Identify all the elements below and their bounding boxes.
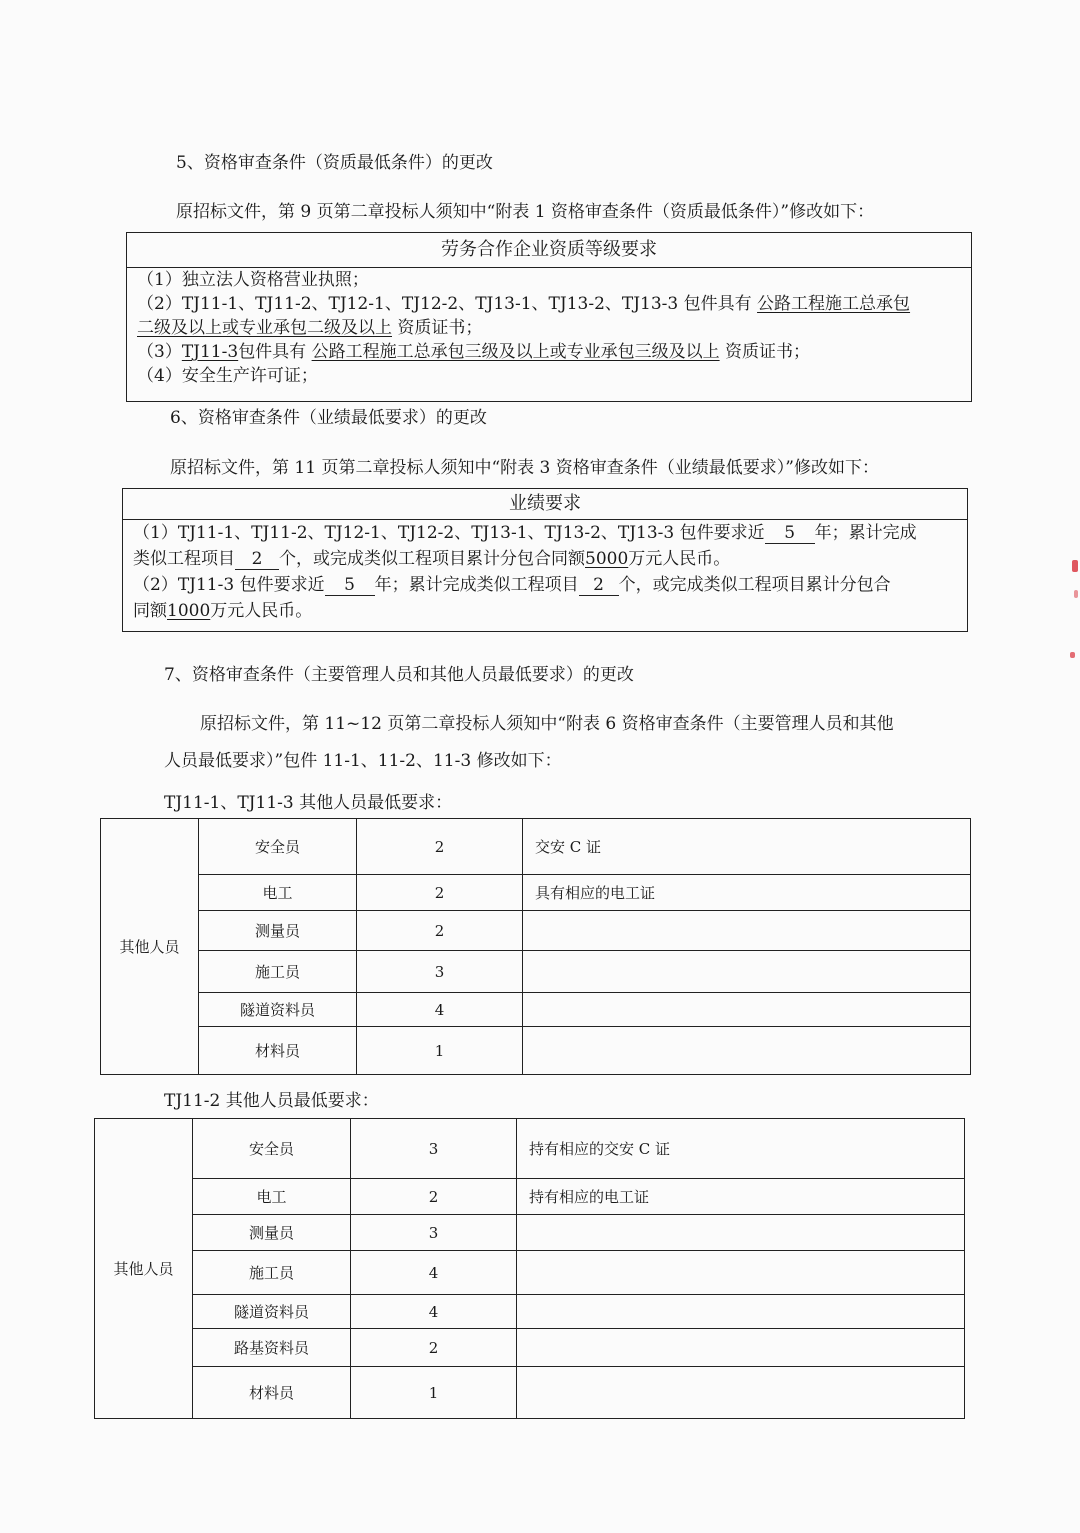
- staff-count: 3: [351, 1119, 517, 1179]
- qualification-item-1: （1）独立法人资格营业执照；: [137, 270, 369, 290]
- staff-table-2: [94, 1118, 965, 1419]
- staff-role: 施工员: [199, 951, 357, 993]
- staff-note: [523, 951, 971, 993]
- staff-note: [523, 993, 971, 1027]
- staff-role: 隧道资料员: [193, 1295, 351, 1329]
- qualification-item-2: （2）TJ11-1、TJ11-2、TJ12-1、TJ12-2、TJ13-1、TJ13-2、TJ13-3 包件具有 公路工程施工总承包: [137, 294, 911, 314]
- seal-fragment-mark: [1072, 560, 1078, 572]
- staff-note: [523, 911, 971, 951]
- staff-group-cell: 其他人员: [95, 1119, 193, 1419]
- staff-role: 电工: [199, 875, 357, 911]
- staff-count: 4: [357, 993, 523, 1027]
- table2-caption: TJ11-2 其他人员最低要求：: [164, 1091, 379, 1111]
- staff-role: 电工: [193, 1179, 351, 1215]
- staff-note: [517, 1329, 965, 1367]
- table1-caption: TJ11-1、TJ11-3 其他人员最低要求：: [164, 793, 453, 813]
- qualification-box-title: 劳务合作企业资质等级要求: [127, 233, 971, 268]
- staff-table-1: [100, 818, 971, 1075]
- staff-count: 1: [357, 1027, 523, 1075]
- staff-role: 施工员: [193, 1251, 351, 1295]
- table-row: [95, 1329, 965, 1367]
- seal-fragment-mark: [1070, 652, 1075, 658]
- staff-note: [517, 1295, 965, 1329]
- staff-count: 2: [351, 1179, 517, 1215]
- section6-heading: 6、资格审查条件（业绩最低要求）的更改: [170, 408, 487, 428]
- staff-count: 2: [351, 1329, 517, 1367]
- performance-box-title: 业绩要求: [123, 489, 967, 520]
- section7-intro-line1: 原招标文件，第 11~12 页第二章投标人须知中“附表 6 资格审查条件（主要管理人员和其他: [200, 714, 894, 734]
- section7-intro-line2: 人员最低要求）”包件 11-1、11-2、11-3 修改如下：: [164, 751, 562, 771]
- staff-note: 具有相应的电工证: [523, 875, 971, 911]
- staff-note: [517, 1215, 965, 1251]
- performance-item-2: （2）TJ11-3 包件要求近 5 年；累计完成类似工程项目 2 个，或完成类似工程项目累计分包合: [133, 575, 891, 595]
- table-row: [101, 819, 971, 875]
- staff-note: 交安 C 证: [523, 819, 971, 875]
- table-row: [95, 1295, 965, 1329]
- staff-count: 3: [357, 951, 523, 993]
- table-row: [95, 1119, 965, 1179]
- table-row: [101, 1027, 971, 1075]
- qualification-item-3: （3）TJ11-3包件具有 公路工程施工总承包三级及以上或专业承包三级及以上 资质证书；: [137, 342, 810, 362]
- seal-fragment-mark: [1074, 590, 1078, 598]
- staff-count: 4: [351, 1295, 517, 1329]
- staff-group-cell: 其他人员: [101, 819, 199, 1075]
- staff-role: 测量员: [199, 911, 357, 951]
- table-row: [101, 911, 971, 951]
- staff-role: 隧道资料员: [199, 993, 357, 1027]
- table-row: [101, 951, 971, 993]
- staff-count: 4: [351, 1251, 517, 1295]
- staff-role: 材料员: [199, 1027, 357, 1075]
- staff-count: 2: [357, 911, 523, 951]
- table-row: [101, 875, 971, 911]
- section5-heading: 5、资格审查条件（资质最低条件）的更改: [176, 153, 493, 173]
- table-row: [95, 1251, 965, 1295]
- performance-item-2-cont: 同额1000万元人民币。: [133, 601, 313, 621]
- staff-note: [517, 1251, 965, 1295]
- staff-count: 2: [357, 819, 523, 875]
- qualification-box: [126, 232, 972, 402]
- table-row: [101, 993, 971, 1027]
- qualification-item-2-cont: 二级及以上或专业承包二级及以上 资质证书；: [137, 318, 483, 338]
- staff-role: 安全员: [193, 1119, 351, 1179]
- staff-note: 持有相应的电工证: [517, 1179, 965, 1215]
- staff-note: 持有相应的交安 C 证: [517, 1119, 965, 1179]
- staff-role: 安全员: [199, 819, 357, 875]
- table-row: [95, 1367, 965, 1419]
- qualification-item-4: （4）安全生产许可证；: [137, 366, 318, 386]
- staff-role: 测量员: [193, 1215, 351, 1251]
- staff-role: 材料员: [193, 1367, 351, 1419]
- staff-role: 路基资料员: [193, 1329, 351, 1367]
- staff-note: [517, 1367, 965, 1419]
- table-row: [95, 1215, 965, 1251]
- staff-count: 2: [357, 875, 523, 911]
- section6-intro: 原招标文件，第 11 页第二章投标人须知中“附表 3 资格审查条件（业绩最低要求）”修改如下：: [170, 458, 879, 478]
- table-row: [95, 1179, 965, 1215]
- performance-item-1: （1）TJ11-1、TJ11-2、TJ12-1、TJ12-2、TJ13-1、TJ13-2、TJ13-3 包件要求近 5 年；累计完成: [133, 523, 917, 543]
- section7-heading: 7、资格审查条件（主要管理人员和其他人员最低要求）的更改: [164, 665, 634, 685]
- section5-intro: 原招标文件，第 9 页第二章投标人须知中“附表 1 资格审查条件（资质最低条件）”修改如下：: [176, 202, 875, 222]
- staff-count: 1: [351, 1367, 517, 1419]
- staff-note: [523, 1027, 971, 1075]
- performance-box: [122, 488, 968, 632]
- performance-item-1-cont: 类似工程项目 2 个，或完成类似工程项目累计分包合同额5000万元人民币。: [133, 549, 731, 569]
- staff-count: 3: [351, 1215, 517, 1251]
